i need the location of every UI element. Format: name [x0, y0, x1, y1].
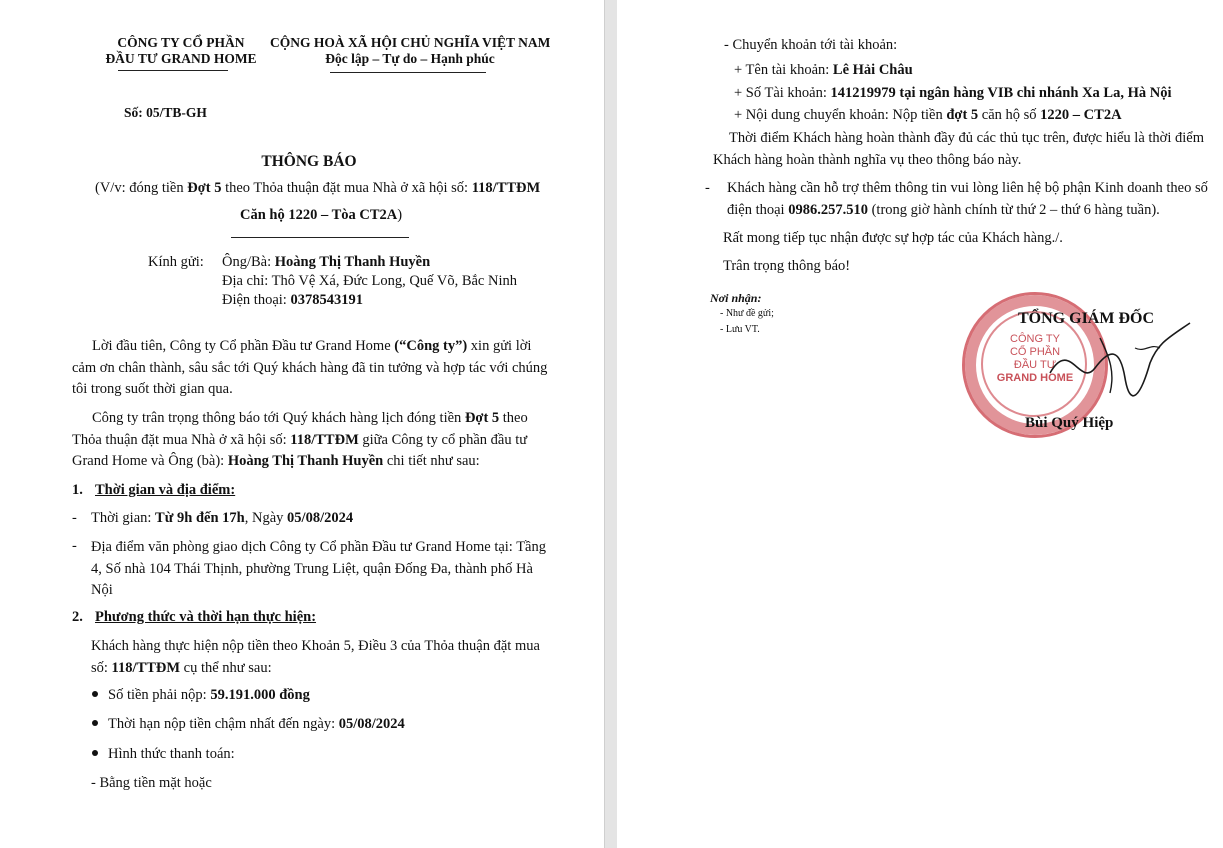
- subtitle-phase: Đợt 5: [187, 180, 222, 196]
- transfer-line: - Chuyển khoản tới tài khoản:: [724, 37, 898, 53]
- intro-p2-line3-b: chi tiết như sau:: [383, 453, 480, 469]
- cash-line: - Bằng tiền mặt hoặc: [91, 775, 212, 791]
- account-name-line: [734, 62, 913, 79]
- section-2-line2-bold: 118/TTĐM: [111, 659, 181, 676]
- nation-line-1: CỘNG HOÀ XÃ HỘI CHỦ NGHĨA VIỆT NAM: [270, 35, 551, 50]
- transfer-content-line: [734, 107, 1122, 124]
- section-2-line2-a: số:: [91, 659, 112, 676]
- place-dash: -: [72, 538, 77, 554]
- company-line-1: CÔNG TY CỔ PHẦN: [117, 35, 245, 50]
- doc-subtitle-line2: [240, 207, 402, 224]
- intro-p2-line2-b: giữa Công ty cổ phần đầu tư: [358, 431, 528, 448]
- seal-line-4: GRAND HOME: [996, 372, 1074, 384]
- document-page-right: [617, 0, 1223, 848]
- doc-title: THÔNG BÁO: [261, 153, 357, 170]
- national-motto: [270, 35, 550, 67]
- section-2-heading: Phương thức và thời hạn thực hiện:: [95, 609, 317, 625]
- recipient-name-value: Hoàng Thị Thanh Huyền: [274, 254, 431, 270]
- regards-line: Trân trọng thông báo!: [723, 258, 851, 274]
- amount-value: 59.191.000 đồng: [210, 687, 310, 703]
- account-name-label: + Tên tài khoản:: [734, 62, 833, 78]
- recipient-phone-prefix: Điện thoại:: [222, 292, 291, 308]
- account-number-line: [734, 85, 1172, 102]
- place-line1: Địa điểm văn phòng giao dịch Công ty Cổ phần Đầu tư Grand Home tại: Tầng: [91, 539, 546, 555]
- bullet-payment-method: [92, 746, 235, 763]
- intro-p1-line1: [72, 336, 552, 358]
- intro-p1-line2: cảm ơn chân thành, sâu sắc tới Quý khách hàng đã tin tưởng và hợp tác với chúng: [72, 359, 548, 376]
- intro-p1-bold: (“Công ty”): [394, 338, 468, 354]
- time-date: 05/08/2024: [287, 510, 354, 526]
- amount-label: Số tiền phải nộp:: [108, 687, 211, 703]
- subtitle-contract-no: 118/TTĐM: [471, 180, 541, 196]
- intro-paragraph-2: [72, 408, 552, 473]
- signer-title: TỔNG GIÁM ĐỐC: [1018, 310, 1154, 327]
- support-line2-b: (trong giờ hành chính từ thứ 2 – thứ 6 hàng tuần).: [867, 201, 1160, 218]
- document-page-left: [0, 0, 604, 848]
- transfer-content-mid: căn hộ số: [978, 107, 1041, 123]
- transfer-content-phase: đợt 5: [946, 107, 979, 123]
- time-label: Thời gian:: [91, 510, 156, 526]
- seal-line-3: ĐẦU TƯ: [1013, 359, 1057, 371]
- time-dash: -: [72, 510, 77, 526]
- hope-line: Rất mong tiếp tục nhận được sự hợp tác của Khách hàng./.: [723, 230, 1063, 246]
- recipient-address: Địa chỉ: Thô Vệ Xá, Đức Long, Quế Võ, Bắc Ninh: [222, 273, 517, 289]
- place-line3: Nội: [91, 582, 113, 598]
- doc-number: Số: 05/TB-GH: [124, 105, 207, 120]
- bullet-deadline: [92, 716, 405, 733]
- nation-line-2: Độc lập – Tự do – Hạnh phúc: [325, 51, 495, 66]
- intro-p2-b: theo: [499, 410, 528, 426]
- intro-p1-a: Lời đầu tiên, Công ty Cổ phần Đầu tư Grand Home: [92, 338, 395, 354]
- support-dash: -: [705, 180, 710, 196]
- intro-p2-line3-a: Grand Home và Ông (bà):: [72, 453, 228, 469]
- recipient-phone-value: 0378543191: [290, 292, 363, 308]
- intro-p2-line3-bold: Hoàng Thị Thanh Huyền: [227, 453, 384, 469]
- seal-line-1: CÔNG TY: [1010, 333, 1060, 345]
- section-2-line2: [91, 658, 561, 680]
- place-line2: 4, Số nhà 104 Thái Thịnh, phường Trung Liệt, quận Đống Đa, thành phố Hà: [91, 560, 533, 577]
- time-mid: , Ngày: [244, 510, 288, 526]
- support-line2: [727, 200, 1207, 222]
- account-name-value: Lê Hải Châu: [832, 62, 913, 78]
- bullet-dot: [92, 750, 98, 756]
- deadline-value: 05/08/2024: [338, 716, 405, 732]
- section-2-text: [91, 636, 561, 679]
- time-line: [91, 510, 353, 527]
- title-underline: [231, 237, 409, 238]
- company-line-2: ĐẦU TƯ GRAND HOME: [105, 51, 257, 66]
- transfer-content-apartment: 1220 – CT2A: [1040, 107, 1122, 123]
- subtitle-mid: theo Thỏa thuận đặt mua Nhà ở xã hội số:: [221, 180, 472, 196]
- signer-name: Bùi Quý Hiệp: [1025, 415, 1114, 431]
- recipients-item-1: - Như đề gửi;: [720, 308, 774, 319]
- support-line2-a: điện thoại: [727, 201, 789, 218]
- seal-line-2: CỔ PHẦN: [1009, 346, 1061, 358]
- subtitle-apartment: Căn hộ 1220 – Tòa CT2A: [240, 207, 398, 223]
- bullet-dot: [92, 720, 98, 726]
- intro-p1-b: xin gửi lời: [467, 338, 532, 354]
- payment-method-label: Hình thức thanh toán:: [108, 746, 235, 762]
- motto-underline: [330, 72, 486, 73]
- recipients-label: Nơi nhận:: [710, 291, 762, 305]
- place-text: [91, 537, 561, 602]
- support-line1: Khách hàng cần hỗ trợ thêm thông tin vui lòng liên hệ bộ phận Kinh doanh theo số: [727, 180, 1208, 196]
- support-phone: 0986.257.510: [788, 201, 868, 218]
- completion-paragraph: [713, 128, 1204, 171]
- recipient-label: Kính gửi:: [148, 254, 204, 270]
- recipients-item-2: - Lưu VT.: [720, 324, 760, 335]
- intro-p2-a: Công ty trân trọng thông báo tới Quý khách hàng lịch đóng tiền: [92, 410, 465, 426]
- account-number-value: 141219979 tại ngân hàng VIB chi nhánh Xa La, Hà Nội: [830, 85, 1172, 101]
- deadline-label: Thời hạn nộp tiền chậm nhất đến ngày:: [108, 716, 339, 732]
- intro-p2-line3: [72, 451, 552, 473]
- transfer-content-label: + Nội dung chuyển khoản: Nộp tiền: [734, 107, 947, 123]
- company-underline: [118, 70, 228, 71]
- recipient-name-prefix: Ông/Bà:: [222, 254, 275, 270]
- time-hours: Từ 9h đến 17h: [155, 510, 245, 526]
- intro-p2-line2: [72, 430, 552, 452]
- subtitle-prefix: (V/v: đóng tiền: [95, 180, 188, 196]
- doc-subtitle-line1: [95, 180, 540, 197]
- intro-p2-line1: [72, 408, 552, 430]
- section-1-heading: Thời gian và địa điểm:: [95, 482, 236, 498]
- section-2-line1: Khách hàng thực hiện nộp tiền theo Khoản 5, Điều 3 của Thỏa thuận đặt mua: [91, 638, 540, 654]
- subtitle-end: ): [397, 207, 403, 223]
- section-2-number: 2.: [72, 609, 83, 625]
- bullet-amount: [92, 687, 310, 704]
- section-1-number: 1.: [72, 482, 83, 498]
- account-number-label: + Số Tài khoản:: [734, 85, 831, 101]
- intro-p1-line3: tôi trong suốt thời gian qua.: [72, 381, 233, 397]
- intro-p2-line2-bold: 118/TTĐM: [290, 431, 359, 448]
- intro-p2-line2-a: Thỏa thuận đặt mua Nhà ở xã hội số:: [72, 431, 291, 448]
- section-2-line2-b: cụ thể như sau:: [180, 659, 272, 676]
- company-name: [96, 35, 266, 67]
- intro-paragraph-1: [72, 336, 552, 401]
- completion-line2: Khách hàng hoàn thành nghĩa vụ theo thông báo này.: [713, 151, 1022, 168]
- intro-p2-bold: Đợt 5: [464, 410, 500, 426]
- completion-line1: Thời điểm Khách hàng hoàn thành đầy đủ các thủ tục trên, được hiểu là thời điểm: [729, 130, 1204, 146]
- support-paragraph: [727, 178, 1207, 221]
- bullet-dot: [92, 691, 98, 697]
- recipient-phone: [222, 292, 363, 309]
- signature-icon: [1040, 318, 1200, 408]
- recipient-name: [222, 254, 430, 271]
